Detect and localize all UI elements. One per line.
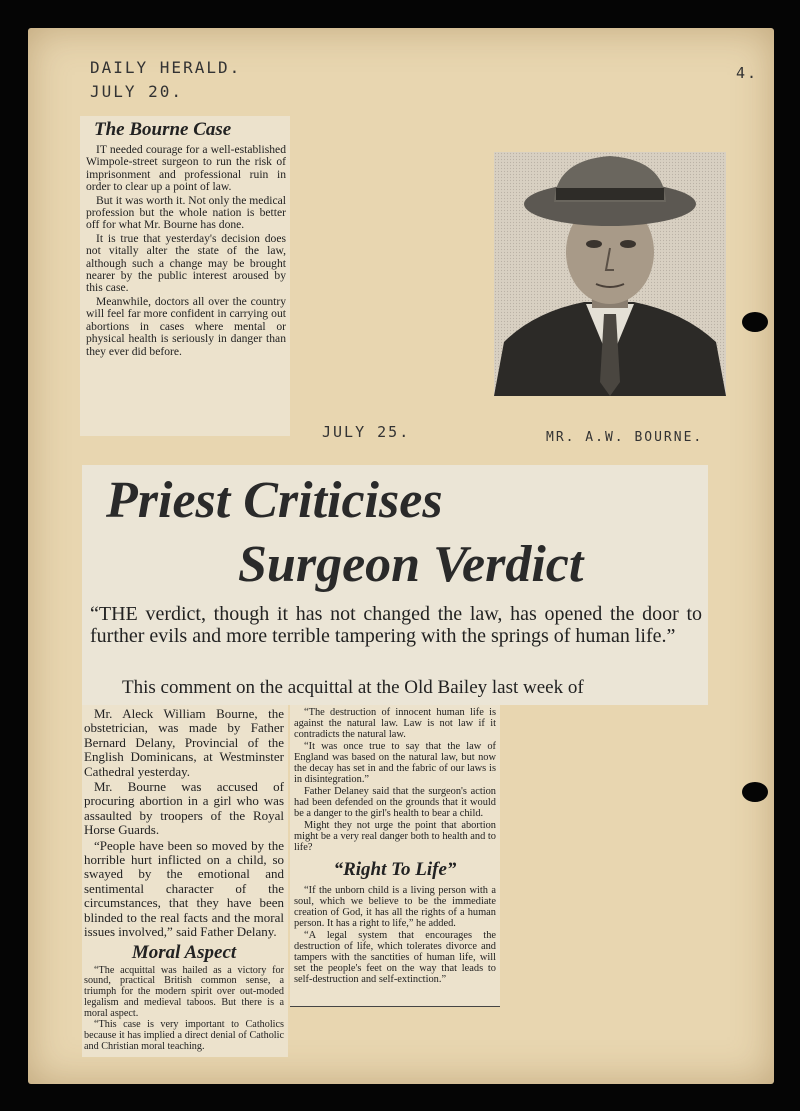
paragraph: “People have been so moved by the horrible hurt inflicted on a child, so swayed by the emotional and sentimental character of the circumstances, that they have been blinded to the real facts and the moral issues involved,” said Father Delany.	[84, 837, 284, 940]
article-column-1	[82, 705, 288, 1057]
portrait-photo	[494, 152, 726, 396]
paragraph: “This case is very important to Catholics because it has implied a direct denial of Catholic and Christian moral teaching.	[84, 1019, 284, 1053]
paragraph: “The destruction of innocent human life is against the natural law. Law is not law if it contradicts the natural law.	[294, 707, 496, 740]
binding-hole	[742, 782, 768, 802]
handwritten-paper-name: DAILY HERALD.	[90, 58, 242, 77]
headline-line-1: Priest Criticises	[106, 472, 443, 529]
article-column-2	[290, 705, 500, 1007]
man-portrait-image	[494, 152, 726, 396]
paragraph: Might they not urge the point that abortion might be a very real danger both to health and to life?	[294, 820, 496, 853]
subhead-moral-aspect: Moral Aspect	[131, 941, 237, 963]
handwritten-date: JULY 20.	[90, 82, 184, 101]
clipping-bourne-case	[80, 116, 290, 436]
paragraph: “A legal system that encourages the destruction of life, which tolerates divorce and tampers with the sanctities of human life, will set the people's feet on the way that leads to self-destruction and self-extinction.”	[294, 930, 496, 985]
paragraph: Mr. Aleck William Bourne, the obstetrician, was made by Father Bernard Delany, Provincial of the English Dominicans, at Westminster Cathedral yesterday.	[84, 706, 284, 779]
paragraph: “It was once true to say that the law of England was based on the natural law, but now the decay has set in and the fabric of our laws is in disintegration.”	[294, 741, 496, 785]
subhead-right-to-life: “Right To Life”	[333, 859, 457, 880]
headline-line-2: Surgeon Verdict	[238, 536, 584, 593]
column-1b-body	[84, 966, 284, 1053]
paragraph: “If the unborn child is a living person with a soul, which we believe to be the immediate creation of God, it has all the rights of a human person. It has a right to life,” he added.	[294, 885, 496, 929]
column-2b-body	[294, 885, 496, 985]
handwritten-date-second: JULY 25.	[322, 423, 411, 441]
lead-line: This comment on the acquittal at the Old Bailey last week of	[122, 677, 584, 698]
paragraph: IT needed courage for a well-established Wimpole-street surgeon to run the risk of imprisonment and professional ruin in order to clear up a point of law.	[86, 143, 286, 194]
clipping-body	[86, 144, 286, 358]
handwritten-page-number: 4.	[736, 64, 759, 82]
paragraph: Meanwhile, doctors all over the country will feel far more confident in carrying out abortions in cases where mental or physical health is seriously in danger than they ever did before.	[86, 294, 286, 358]
article-headline-clipping	[82, 465, 708, 705]
clipping-headline: The Bourne Case	[94, 119, 232, 140]
binding-hole	[742, 312, 768, 332]
paragraph: But it was worth it. Not only the medical profession but the whole nation is better off for what Mr. Bourne has done.	[86, 193, 286, 232]
paragraph: Father Delaney said that the surgeon's action had been defended on the grounds that it would be a danger to the girl's health to bear a child.	[294, 786, 496, 819]
paragraph: “The acquittal was hailed as a victory for sound, practical British common sense, a triumph for the modern spirit over out-moded legalism and medieval taboos. But there is a moral aspect.	[84, 964, 284, 1019]
paragraph: Mr. Bourne was accused of procuring abortion in a girl who was assaulted by troopers of the Royal Horse Guards.	[84, 779, 284, 838]
lead-quote: “THE verdict, though it has not changed the law, has opened the door to further evils and more terrible tampering with the springs of human life.”	[90, 603, 702, 647]
column-1-body	[84, 707, 284, 940]
paragraph: It is true that yesterday's decision does not vitally alter the state of the law, although such a change may be brought nearer by the public interest aroused by this case.	[86, 231, 286, 295]
column-2-body	[294, 707, 496, 853]
photo-caption: MR. A.W. BOURNE.	[546, 430, 704, 445]
